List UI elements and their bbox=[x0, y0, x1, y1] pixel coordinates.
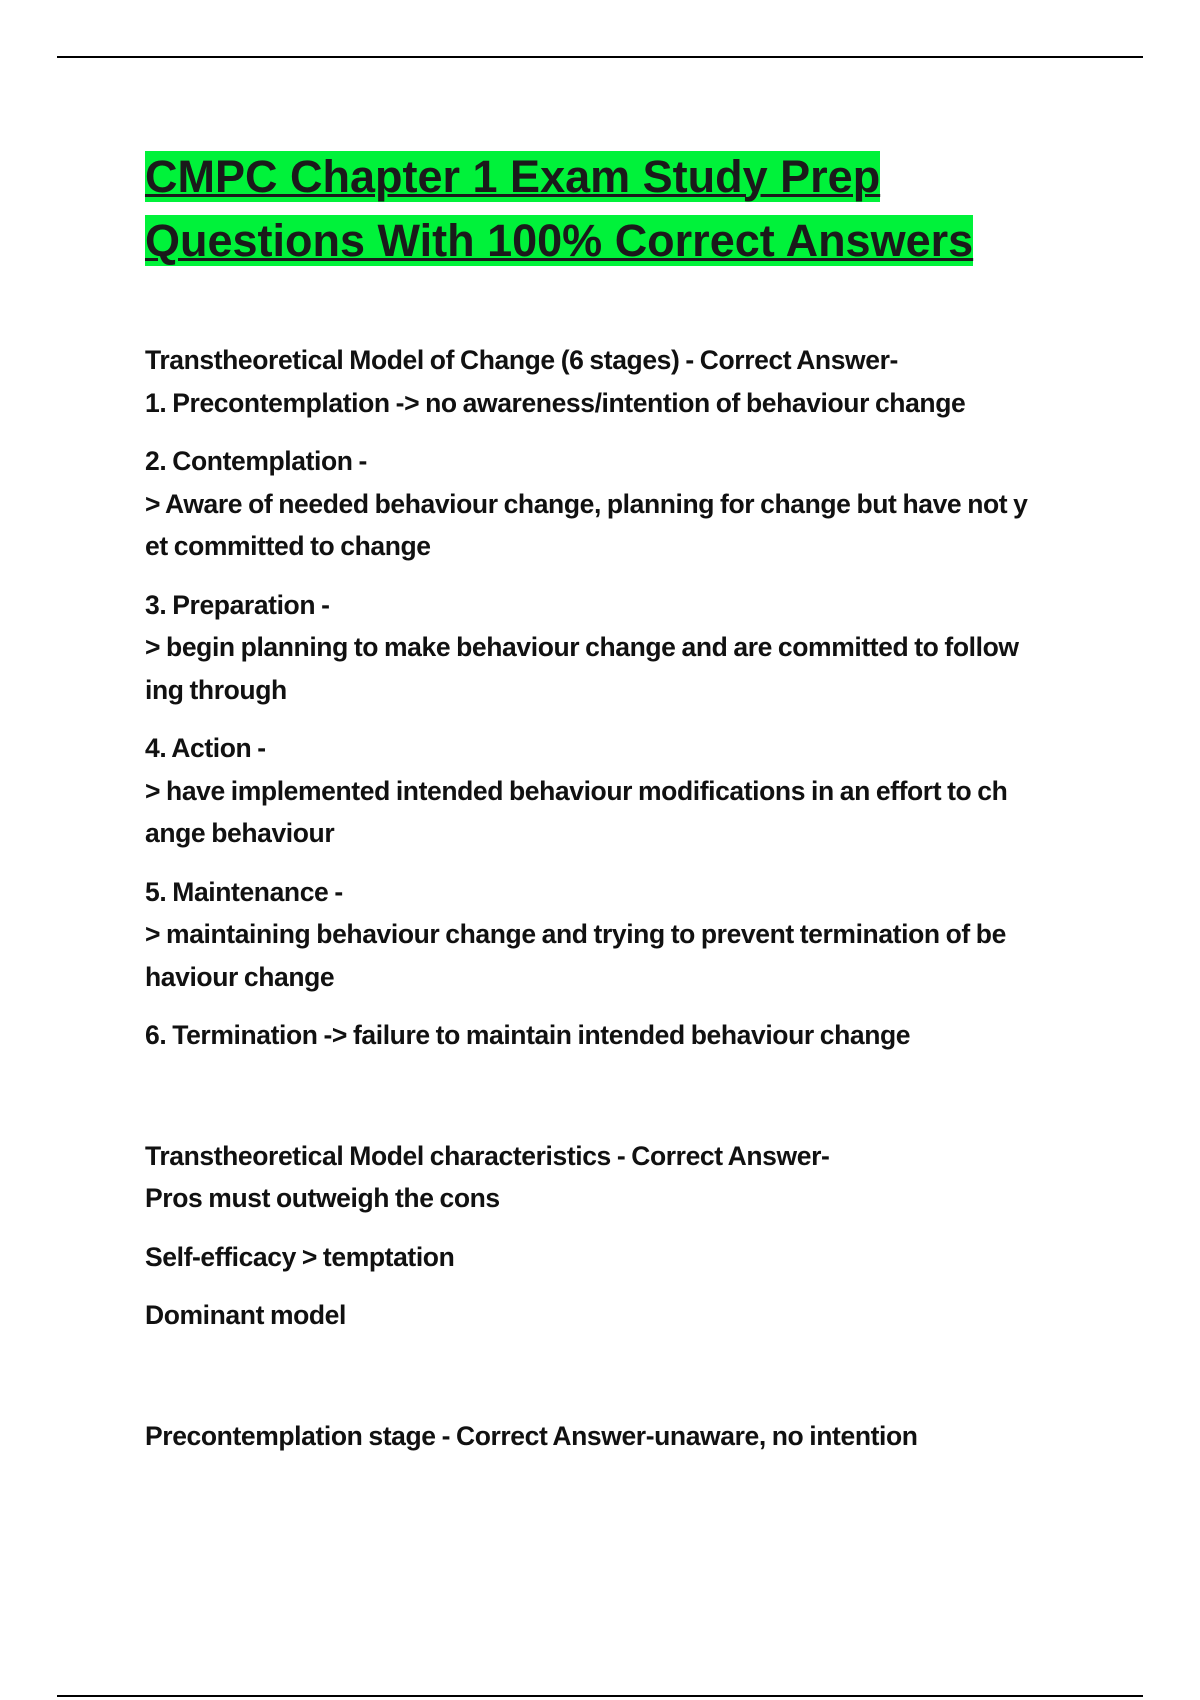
question-line: Transtheoretical Model characteristics - Correct Answer- bbox=[145, 1140, 830, 1171]
question-line: Transtheoretical Model of Change (6 stages) - Correct Answer- bbox=[145, 345, 898, 375]
answer-line: et committed to change bbox=[145, 531, 431, 561]
answer-line: 4. Action - bbox=[145, 733, 266, 763]
header-rule bbox=[57, 56, 1143, 58]
answer-line: 3. Preparation - bbox=[145, 589, 330, 620]
qa-item-precontemplation bbox=[145, 1415, 1095, 1458]
document-title bbox=[145, 145, 1095, 273]
title-line-1: CMPC Chapter 1 Exam Study Prep bbox=[145, 151, 881, 202]
document-body bbox=[145, 145, 1095, 1457]
answer-line: > have implemented intended behaviour modifications in an effort to ch bbox=[145, 775, 1008, 806]
answer-line: 5. Maintenance - bbox=[145, 876, 343, 907]
answer-line: ing through bbox=[145, 674, 287, 705]
qa-item-characteristics bbox=[145, 1135, 1095, 1337]
answer-line: 1. Precontemplation -> no awareness/intention of behaviour change bbox=[145, 387, 966, 418]
answer-line: 2. Contemplation - bbox=[145, 446, 367, 476]
answer-line: Pros must outweigh the cons bbox=[145, 1183, 500, 1213]
answer-line: Dominant model bbox=[145, 1300, 346, 1330]
qa-item-stages bbox=[145, 339, 1095, 1057]
question-line: Precontemplation stage - Correct Answer-unaware, no intention bbox=[145, 1420, 918, 1451]
answer-line: ange behaviour bbox=[145, 818, 335, 848]
title-line-2: Questions With 100% Correct Answers bbox=[145, 215, 974, 266]
footer-rule bbox=[57, 1695, 1143, 1697]
answer-line: haviour change bbox=[145, 961, 335, 992]
answer-line: 6. Termination -> failure to maintain intended behaviour change bbox=[145, 1020, 911, 1050]
answer-line: > begin planning to make behaviour change and are committed to follow bbox=[145, 632, 1019, 662]
answer-line: Self-efficacy > temptation bbox=[145, 1241, 455, 1272]
answer-line: > maintaining behaviour change and trying to prevent termination of be bbox=[145, 919, 1006, 949]
answer-line: > Aware of needed behaviour change, planning for change but have not y bbox=[145, 488, 1028, 519]
